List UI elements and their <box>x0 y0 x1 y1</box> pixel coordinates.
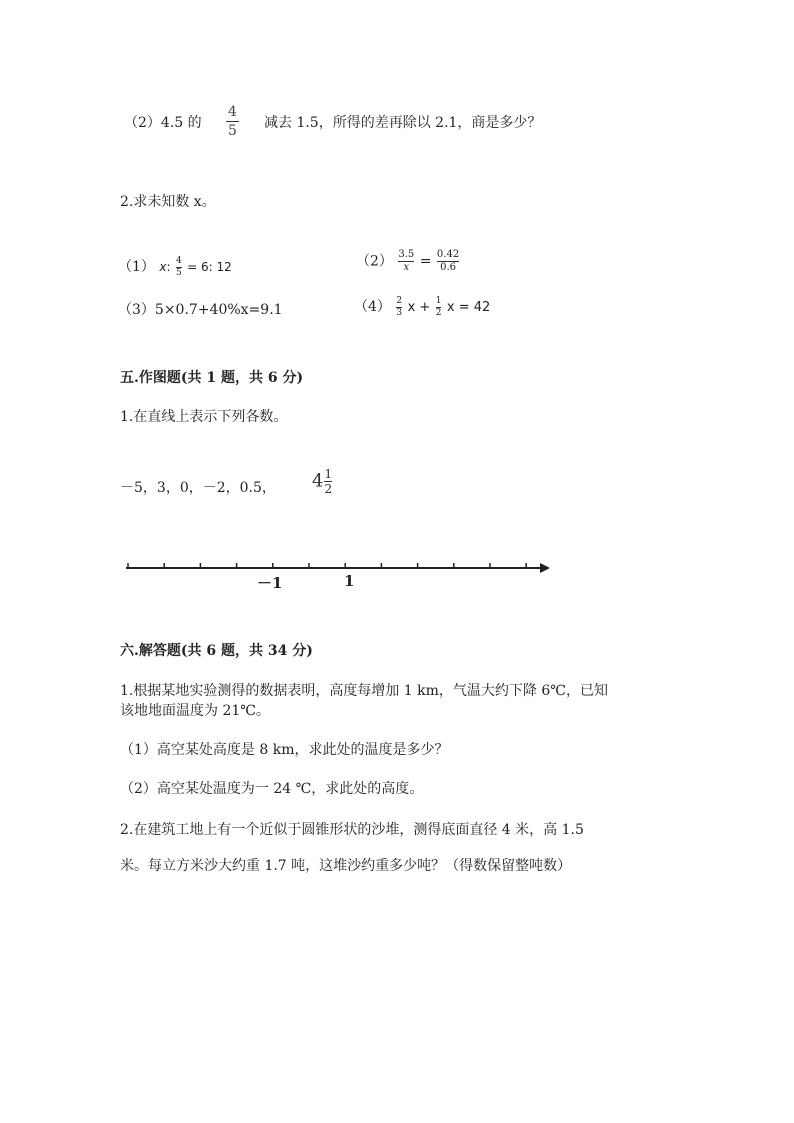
equation-4-f2-num: 1 <box>435 295 442 306</box>
equation-1-fraction <box>176 257 182 278</box>
equation-1-frac-num: 4 <box>175 255 182 266</box>
mixed-whole: 4 <box>312 470 324 492</box>
equation-4-end: x = 42 <box>446 300 491 315</box>
fraction-denominator: 5 <box>228 123 237 139</box>
section-6-q1-sub-1: （1）高空某处高度是 8 km，求此处的温度是多少？ <box>120 742 449 758</box>
equation-3: （3）5×0.7+40%x=9.1 <box>118 302 283 318</box>
equation-4-mid: x + <box>407 300 431 315</box>
section-5-heading: 五.作图题(共 1 题，共 6 分) <box>120 370 304 386</box>
equation-4-f2-den: 2 <box>435 307 442 318</box>
equation-1-label: （1） <box>118 259 155 275</box>
equation-1-frac-den: 5 <box>175 267 182 278</box>
numbers-to-plot: －5，3，0，－2，0.5， <box>120 480 276 496</box>
number-line-arrow <box>540 563 550 573</box>
equation-2-right-fraction <box>437 250 459 273</box>
axis-label-1: 1 <box>344 572 355 590</box>
equation-1: （1） x: $\frac{4}{5}$ = 6: 12 <box>118 255 232 278</box>
axis-label-neg-1: －1 <box>257 574 283 592</box>
fraction-numerator: 4 <box>228 104 237 120</box>
equation-2-right-den: 0.6 <box>440 262 456 273</box>
section-6-heading: 六.解答题(共 6 题，共 34 分) <box>120 643 313 659</box>
section-5-question-1: 1.在直线上表示下列各数。 <box>120 409 288 425</box>
fraction-bar <box>226 121 239 122</box>
equation-4-f1-den: 3 <box>396 307 403 318</box>
equation-4-fraction-2 <box>436 297 442 318</box>
equation-2-left-fraction <box>398 250 414 273</box>
section-6-q2-line-2: 米。每立方米沙大约重 1.7 吨，这堆沙约重多少吨？（得数保留整吨数） <box>120 858 572 874</box>
mixed-fraction-num: 1 <box>324 467 333 481</box>
equation-2-left-num: 3.5 <box>398 249 415 260</box>
question-2-text: 减去 1.5，所得的差再除以 2.1，商是多少？ <box>264 115 542 131</box>
mixed-number <box>312 468 332 495</box>
equation-1-rest: = 6: 12 <box>187 260 232 274</box>
equation-2-equals: = <box>419 253 432 270</box>
find-x-title: 2.求未知数 x。 <box>120 194 216 210</box>
equation-4-fraction-1 <box>396 297 402 318</box>
equation-1-x: x <box>159 260 167 274</box>
mixed-fraction <box>324 468 332 495</box>
equation-2-right-num: 0.42 <box>436 249 460 260</box>
section-6-q1-line-2: 该地地面温度为 21℃。 <box>120 703 270 719</box>
equation-4-f1-num: 2 <box>396 295 403 306</box>
question-2-label: （2）4.5 的 <box>124 115 202 131</box>
section-6-q2-line-1: 2.在建筑工地上有一个近似于圆锥形状的沙堆，测得底面直径 4 米，高 1.5 <box>120 822 584 838</box>
equation-4-label: （4） <box>354 299 391 315</box>
equation-2-label: （2） <box>356 253 393 270</box>
number-line <box>120 556 560 596</box>
fraction-four-fifths <box>226 105 239 138</box>
equation-2-left-den: x <box>403 262 410 273</box>
equation-4 <box>354 296 490 318</box>
equation-2 <box>356 250 460 273</box>
mixed-fraction-den: 2 <box>324 482 333 496</box>
section-6-q1-line-1: 1.根据某地实验测得的数据表明，高度每增加 1 km，气温大约下降 6℃，已知 <box>120 683 608 699</box>
section-6-q1-sub-2: （2）高空某处温度为一 24 ℃，求此处的高度。 <box>120 781 424 797</box>
